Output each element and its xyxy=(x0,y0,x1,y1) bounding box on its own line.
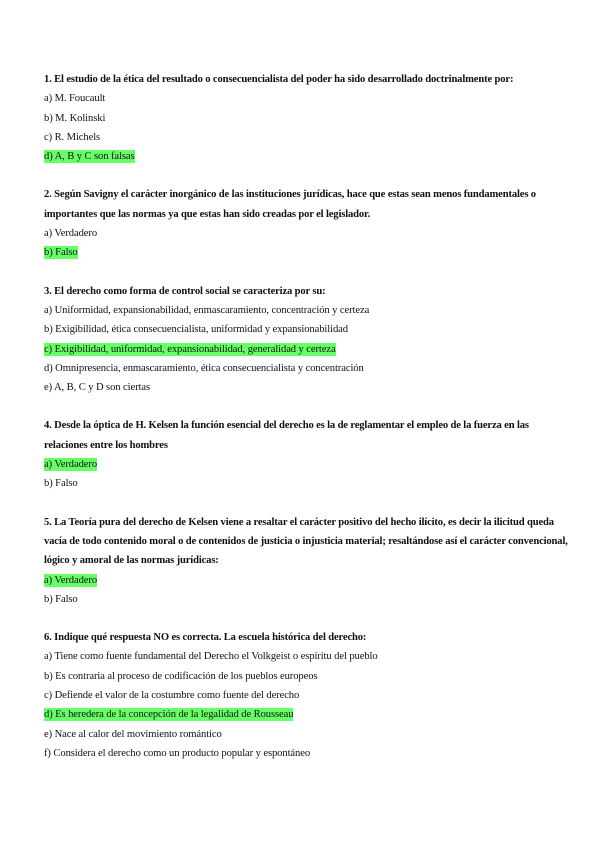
question-text: 3. El derecho como forma de control social se caracteriza por su: xyxy=(44,285,326,297)
question-text: 2. Según Savigny el carácter inorgánico de las instituciones jurídicas, hace que estas sean menos fundamentales o importantes que las normas ya que estas han sido creadas por el legislador. xyxy=(44,189,536,220)
answer-option: a) M. Foucault xyxy=(44,93,106,105)
answer-option: c) R. Michels xyxy=(44,131,101,143)
question-text: 4. Desde la óptica de H. Kelsen la función esencial del derecho es la de reglamentar el empleo de la fuerza en las relaciones entre los hombres xyxy=(44,420,529,451)
question-text: 1. El estudio de la ética del resultado o consecuencialista del poder ha sido desarrollado doctrinalmente por: xyxy=(44,74,514,85)
question-3 xyxy=(44,282,570,398)
answer-option: b) Es contraria al proceso de codificación de los pueblos europeos xyxy=(44,670,318,682)
question-text: 5. La Teoría pura del derecho de Kelsen viene a resaltar el carácter positivo del hecho ilícito, es decir la ilicitud queda vacía de todo contenido moral o de contenidos de justicia o injusticia material; resaltándose así el carácter convencional, lógico y amoral de las normas jurídicas: xyxy=(44,516,568,567)
answer-option: b) Exigibilidad, ética consecuencialista, uniformidad y expansionabilidad xyxy=(44,324,348,336)
question-1 xyxy=(44,70,570,166)
question-6 xyxy=(44,628,570,763)
answer-options xyxy=(44,647,570,763)
correct-answer-option: b) Falso xyxy=(44,247,78,259)
correct-answer-option: a) Verdadero xyxy=(44,459,98,471)
answer-option: b) M. Kolinski xyxy=(44,112,106,124)
answer-option: b) Falso xyxy=(44,593,78,605)
question-text: 6. Indique qué respuesta NO es correcta. La escuela histórica del derecho: xyxy=(44,632,367,644)
correct-answer-option: a) Verdadero xyxy=(44,574,98,586)
question-4 xyxy=(44,416,570,493)
answer-options xyxy=(44,89,570,166)
correct-answer-option: d) A, B y C son falsas xyxy=(44,151,135,163)
answer-option: f) Considera el derecho como un producto popular y espontáneo xyxy=(44,747,311,759)
answer-option: a) Tiene como fuente fundamental del Derecho el Volkgeist o espíritu del pueblo xyxy=(44,651,378,663)
answer-option: a) Uniformidad, expansionabilidad, enmascaramiento, concentración y certeza xyxy=(44,304,370,316)
answer-options xyxy=(44,301,570,397)
question-5 xyxy=(44,513,570,609)
answer-option: b) Falso xyxy=(44,478,78,490)
answer-option: a) Verdadero xyxy=(44,228,98,240)
correct-answer-option: c) Exigibilidad, uniformidad, expansionabilidad, generalidad y certeza xyxy=(44,343,336,355)
answer-options xyxy=(44,571,570,610)
answer-options xyxy=(44,455,570,494)
answer-options xyxy=(44,224,570,263)
answer-option: e) A, B, C y D son ciertas xyxy=(44,382,150,394)
correct-answer-option: d) Es heredera de la concepción de la legalidad de Rousseau xyxy=(44,709,294,721)
question-2 xyxy=(44,185,570,262)
answer-option: c) Defiende el valor de la costumbre como fuente del derecho xyxy=(44,690,300,702)
answer-option: e) Nace al calor del movimiento romántico xyxy=(44,728,222,740)
answer-option: d) Omnipresencia, enmascaramiento, ética consecuencialista y concentración xyxy=(44,362,364,374)
